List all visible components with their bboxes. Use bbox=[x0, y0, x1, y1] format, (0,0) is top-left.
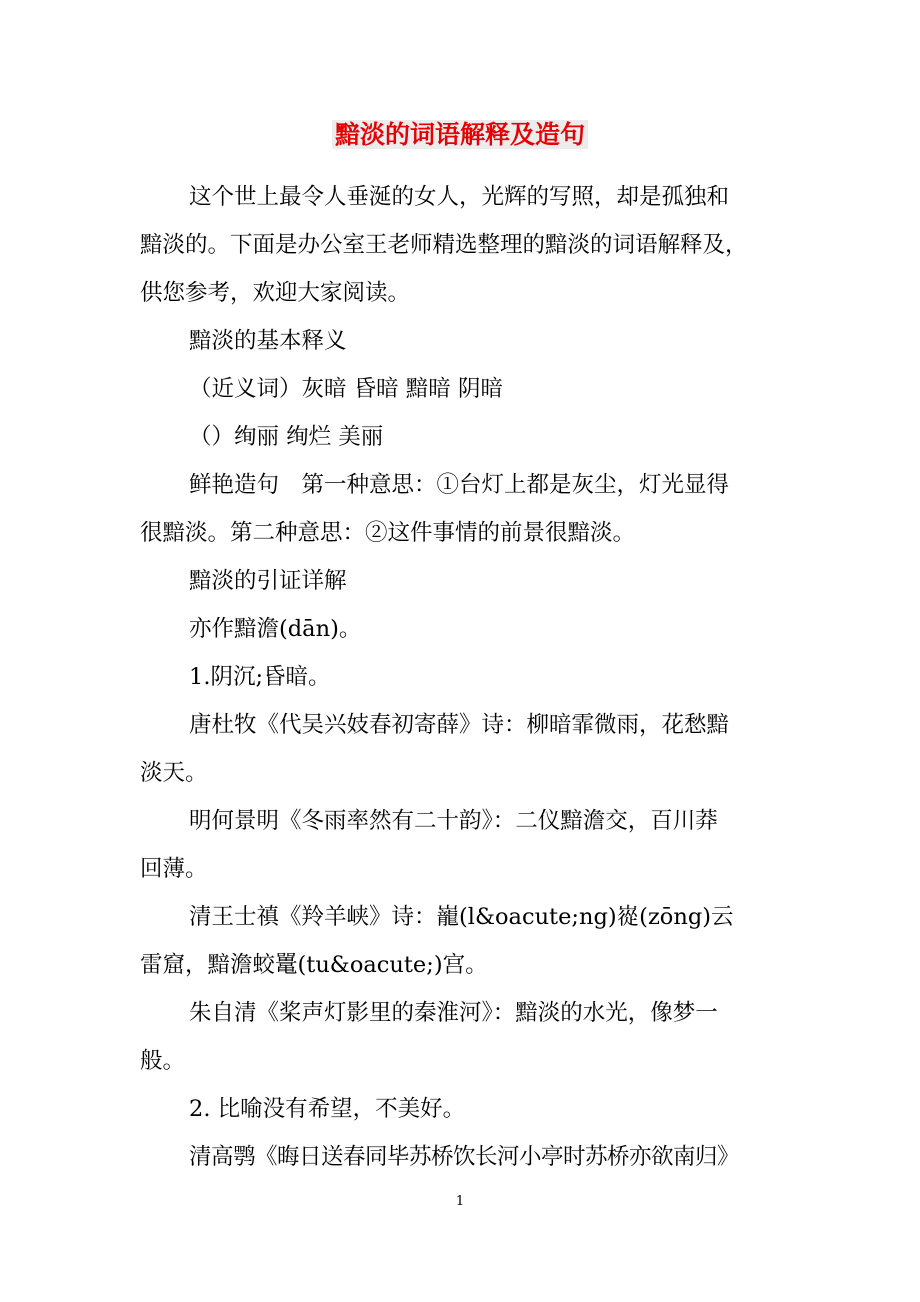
citation-dumu-line-1: 唐杜牧《代吴兴妓春初寄薛》诗：柳暗霏微雨，花愁黯 bbox=[189, 712, 730, 738]
antonyms-line: （）绚丽 绚烂 美丽 bbox=[189, 424, 384, 450]
section-heading-citations: 黯淡的引证详解 bbox=[189, 568, 347, 594]
citation-wangshizhen-line-2: 雷窟，黯澹蛟鼍(tu&oacute;)宫。 bbox=[140, 952, 488, 978]
section-heading-basic: 黯淡的基本释义 bbox=[189, 328, 347, 354]
variant-line: 亦作黯澹(dān)。 bbox=[189, 616, 362, 642]
example-line-1: 鲜艳造句 第一种意思：①台灯上都是灰尘，灯光显得 bbox=[189, 472, 730, 498]
citation-hejingming-line-2: 回薄。 bbox=[140, 856, 208, 882]
page-title bbox=[0, 114, 920, 156]
citation-zhuziqing-line-1: 朱自清《桨声灯影里的秦淮河》：黯淡的水光，像梦一 bbox=[189, 1000, 718, 1026]
citation-gaoe-line: 清高鹗《晦日送春同毕苏桥饮长河小亭时苏桥亦欲南归》 bbox=[189, 1144, 740, 1170]
meaning-1-line: 1.阴沉;昏暗。 bbox=[189, 664, 331, 690]
intro-line-2: 黯淡的。下面是办公室王老师精选整理的黯淡的词语解释及， bbox=[140, 232, 748, 258]
example-line-2: 很黯淡。第二种意思：②这件事情的前景很黯淡。 bbox=[140, 520, 636, 546]
page-number: 1 bbox=[455, 1194, 465, 1209]
citation-wangshizhen-line-1: 清王士禛《羚羊峡》诗：巃(l&oacute;ng)嵸(zōng)云 bbox=[189, 904, 734, 930]
intro-line-3: 供您参考，欢迎大家阅读。 bbox=[140, 280, 411, 306]
synonyms-line: （近义词）灰暗 昏暗 黯暗 阴暗 bbox=[189, 376, 503, 402]
intro-line-1: 这个世上最令人垂涎的女人，光辉的写照，却是孤独和 bbox=[189, 184, 730, 210]
meaning-2-line: 2. 比喻没有希望，不美好。 bbox=[189, 1096, 466, 1122]
title-text: 黯淡的词语解释及造句 bbox=[332, 120, 588, 149]
citation-zhuziqing-line-2: 般。 bbox=[140, 1048, 186, 1074]
citation-hejingming-line-1: 明何景明《冬雨率然有二十韵》：二仪黯澹交，百川莽 bbox=[189, 808, 718, 834]
citation-dumu-line-2: 淡天。 bbox=[140, 760, 208, 786]
